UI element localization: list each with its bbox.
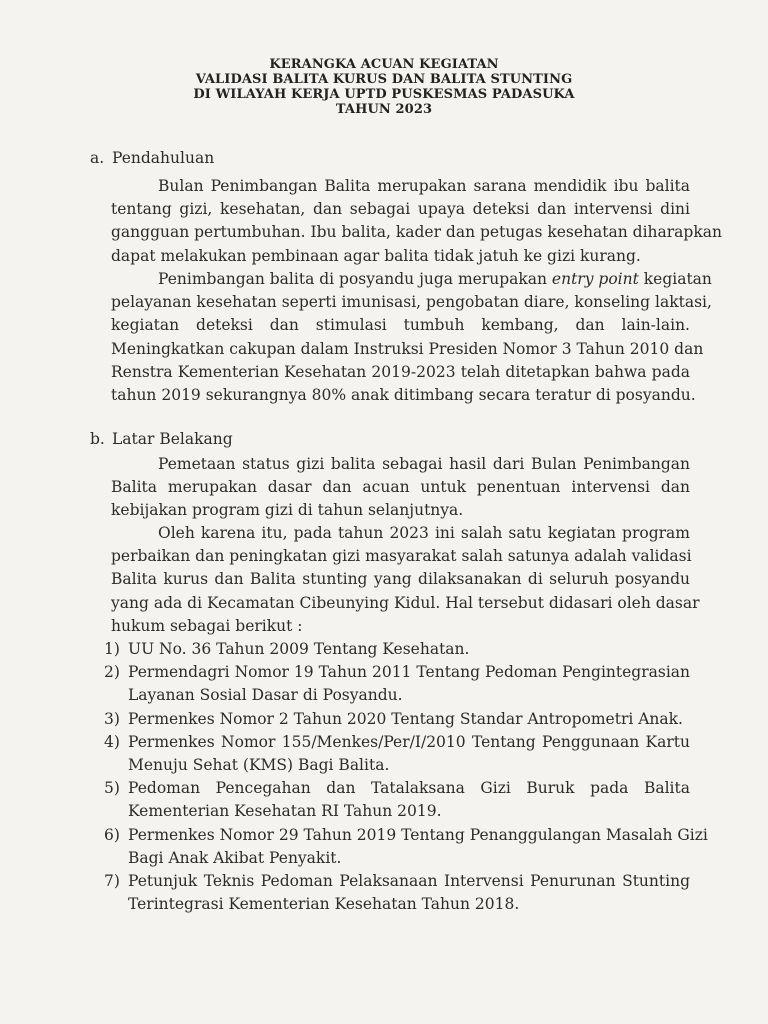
list-number: 1) [104,640,120,658]
paragraph-line: perbaikan dan peningkatan gizi masyarakat salah satunya adalah validasi [111,547,692,566]
list-number: 6) [104,825,120,844]
list-item [104,870,690,916]
list-item [104,731,690,777]
title-line: KERANGKA ACUAN KEGIATAN [269,57,499,72]
paragraph-line [111,268,712,291]
list-number: 4) [104,732,120,751]
paragraph-line: kegiatan deteksi dan stimulasi tumbuh kembang, dan lain-lain. [111,316,690,335]
section-a-paragraph-1 [111,175,722,268]
legal-basis-list [104,638,708,916]
paragraph-line: Renstra Kementerian Kesehatan 2019-2023 telah ditetapkan bahwa pada [111,362,690,381]
section-marker: a. [90,149,105,167]
paragraph-line: yang ada di Kecamatan Cibeunying Kidul. Hal tersebut didasari oleh dasar [111,593,700,612]
list-item-text: Permenkes Nomor 2 Tahun 2020 Tentang Standar Antropometri Anak. [128,709,683,728]
paragraph-line: tentang gizi, kesehatan, dan sebagai upaya deteksi dan intervensi dini [111,200,690,219]
title-line: TAHUN 2023 [335,102,433,117]
section-b-paragraph-2 [111,522,700,638]
paragraph-line: kebijakan program gizi di tahun selanjutnya. [111,501,464,520]
list-item-text: Permenkes Nomor 155/Menkes/Per/I/2010 Tentang Penggunaan Kartu [128,732,690,751]
paragraph-line: hukum sebagai berikut : [111,616,303,635]
list-number: 2) [104,663,120,682]
list-number: 5) [104,779,120,798]
list-item-text: Terintegrasi Kementerian Kesehatan Tahun 2018. [128,895,520,914]
list-item-text: UU No. 36 Tahun 2009 Tentang Kesehatan. [128,640,470,658]
list-item [104,708,690,731]
list-item-text: Kementerian Kesehatan RI Tahun 2019. [128,802,442,821]
paragraph-line: Meningkatkan cakupan dalam Instruksi Presiden Nomor 3 Tahun 2010 dan [111,339,704,358]
text-run: Penimbangan balita di posyandu juga merupakan [158,270,552,288]
paragraph-line: dapat melakukan pembinaan agar balita tidak jatuh ke gizi kurang. [111,246,641,265]
list-item [104,777,690,823]
paragraph-line: Balita kurus dan Balita stunting yang dilaksanakan di seluruh posyandu [111,570,690,589]
list-item-text: Permenkes Nomor 29 Tahun 2019 Tentang Penanggulangan Masalah Gizi [128,825,708,844]
section-b-paragraph-1 [111,453,690,523]
text-run: kegiatan [638,270,712,288]
list-item-text: Permendagri Nomor 19 Tahun 2011 Tentang Pedoman Pengintegrasian [128,663,690,682]
list-item [104,661,690,707]
paragraph-line: tahun 2019 sekurangnya 80% anak ditimbang secara teratur di posyandu. [111,386,696,405]
section-marker: b. [90,430,105,448]
list-item-text: Layanan Sosial Dasar di Posyandu. [128,686,403,705]
section-a-heading [90,147,214,170]
title-line: VALIDASI BALITA KURUS DAN BALITA STUNTING [195,72,573,87]
list-item [104,638,690,661]
document-title [0,57,768,117]
italic-term: entry point [551,270,639,288]
paragraph-line: Pemetaan status gizi balita sebagai hasil dari Bulan Penimbangan [158,455,690,473]
list-item-text: Menuju Sehat (KMS) Bagi Balita. [128,756,390,775]
list-item-text: Pedoman Pencegahan dan Tatalaksana Gizi Buruk pada Balita [128,779,690,798]
list-item-text: Petunjuk Teknis Pedoman Pelaksanaan Intervensi Penurunan Stunting [128,872,690,891]
paragraph-line: gangguan pertumbuhan. Ibu balita, kader dan petugas kesehatan diharapkan [111,223,722,242]
list-number: 3) [104,709,120,728]
list-item [104,824,708,870]
section-heading-text: Latar Belakang [112,430,233,448]
paragraph-line: Bulan Penimbangan Balita merupakan sarana mendidik ibu balita [158,177,690,195]
paragraph-line: pelayanan kesehatan seperti imunisasi, pengobatan diare, konseling laktasi, [111,293,712,312]
paragraph-line: Balita merupakan dasar dan acuan untuk penentuan intervensi dan [111,478,690,497]
list-item-text: Bagi Anak Akibat Penyakit. [128,848,342,867]
section-heading-text: Pendahuluan [112,149,215,167]
paragraph-line: Oleh karena itu, pada tahun 2023 ini salah satu kegiatan program [158,524,690,542]
title-line: DI WILAYAH KERJA UPTD PUSKESMAS PADASUKA [193,87,575,102]
section-b-heading [90,428,233,451]
list-number: 7) [104,872,120,891]
section-a-paragraph-2 [111,268,712,407]
